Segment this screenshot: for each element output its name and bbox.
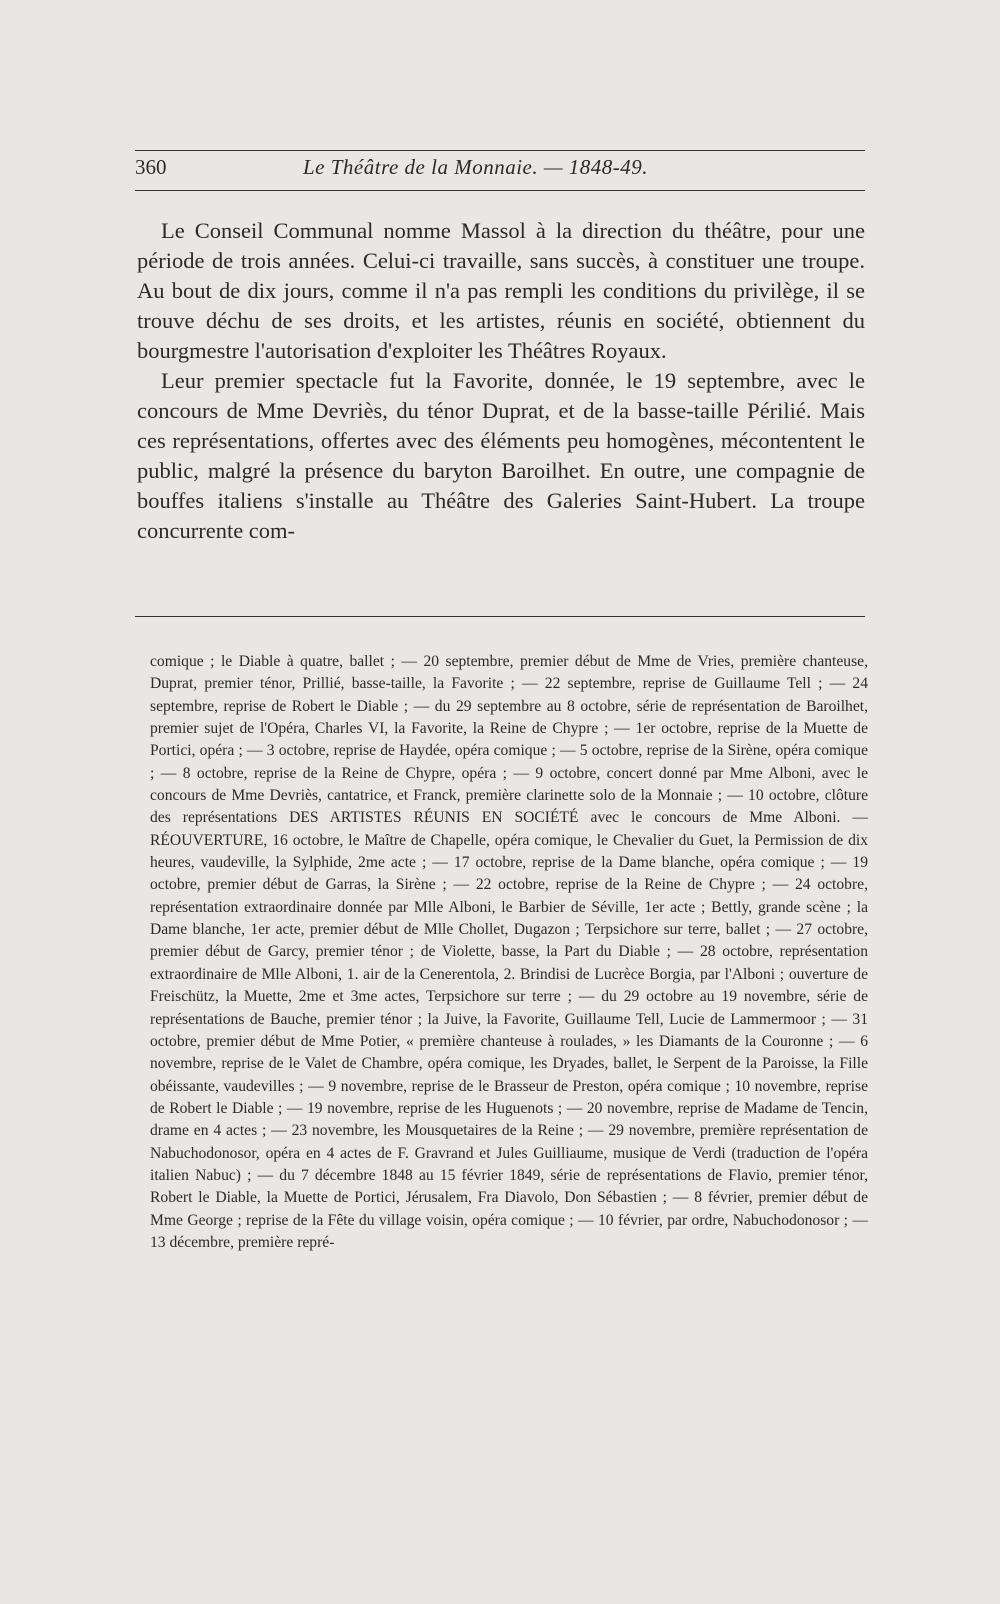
running-title: Le Théâtre de la Monnaie. — 1848-49. [303,155,649,179]
paragraph: Le Conseil Communal nomme Massol à la direction du théâtre, pour une période de trois années. Celui-ci travaille, sans succès, à constituer une troupe. Au bout de dix jours, comme il n'a pas rempli les conditions du privilège, il se trouve déchu de ses droits, et les artistes, réunis en société, obtiennent du bourgmestre l'autorisation d'exploiter les Théâtres Royaux. [137,218,865,363]
header-rule [135,190,865,191]
page-number: 360 [135,155,167,179]
footnote-rule [135,616,865,617]
footnote-paragraph: comique ; le Diable à quatre, ballet ; — 20 septembre, premier début de Mme de Vries, première chanteuse, Duprat, premier ténor, Prillié, basse-taille, la Favorite ; — 22 septembre, reprise de Guillaume Tell ; — 24 septembre, reprise de Robert le Diable ; — du 29 septembre au 8 octobre, série de représentation de Baroilhet, premier sujet de l'Opéra, Charles VI, la Favorite, la Reine de Chypre ; — 1er octobre, reprise de la Muette de Portici, opéra ; — 3 octobre, reprise de Haydée, opéra comique ; — 5 octobre, reprise de la Sirène, opéra comique ; — 8 octobre, reprise de la Reine de Chypre, opéra ; — 9 octobre, concert donné par Mme Alboni, avec le concours de Mme Devriès, cantatrice, et Franck, première clarinette solo de la Monnaie ; — 10 octobre, clôture des représentations DES ARTISTES RÉUNIS EN SOCIÉTÉ avec le concours de Mme Alboni. — RÉOUVERTURE, 16 octobre, le Maître de Chapelle, opéra comique, le Chevalier du Guet, la Permission de dix heures, vaudeville, la Sylphide, 2me acte ; — 17 octobre, reprise de la Dame blanche, opéra comique ; — 19 octobre, premier début de Garras, la Sirène ; — 22 octobre, reprise de la Reine de Chypre ; — 24 octobre, représentation extraordinaire donnée par Mlle Alboni, le Barbier de Séville, 1er acte ; Bettly, grande scène ; la Dame blanche, 1er acte, premier début de Mlle Chollet, Dugazon ; Terpsichore sur terre, ballet ; — 27 octobre, premier début de Garcy, premier ténor ; de Violette, basse, la Part du Diable ; — 28 octobre, représentation extraordinaire de Mlle Alboni, 1. air de la Cenerentola, 2. Brindisi de Lucrèce Borgia, par l'Alboni ; ouverture de Freischütz, la Muette, 2me et 3me actes, Terpsichore sur terre ; — du 29 octobre au 19 novembre, série de représentations de Bauche, premier ténor ; la Juive, la Favorite, Guillaume Tell, Lucie de Lammermoor ; — 31 octobre, premier début de Mme Potier, « première chanteuse à roulades, » les Diamants de la Couronne ; — 6 novembre, reprise de le Valet de Chambre, opéra comique, les Dryades, ballet, le Serpent de la Paroisse, la Fille obéissante, vaudevilles ; — 9 novembre, reprise de le Brasseur de Preston, opéra comique ; 10 novembre, reprise de Robert le Diable ; — 19 novembre, reprise de les Huguenots ; — 20 novembre, reprise de Madame de Tencin, drame en 4 actes ; — 23 novembre, les Mousquetaires de la Reine ; — 29 novembre, première représentation de Nabuchodonosor, opéra en 4 actes de F. Gravrand et Jules Guilliaume, musique de Verdi (traduction de l'opéra italien Nabuc) ; — du 7 décembre 1848 au 15 février 1849, série de représentations de Flavio, premier ténor, Robert le Diable, la Muette de Portici, Jérusalem, Fra Diavolo, Don Sébastien ; — 8 février, premier début de Mme George ; reprise de la Fête du village voisin, opéra comique ; — 10 février, par ordre, Nabuchodonosor ; — 13 décembre, première repré- [150,653,868,1251]
footnote-text [150,651,868,1254]
paragraph: Leur premier spectacle fut la Favorite, donnée, le 19 septembre, avec le concours de Mme Devriès, du ténor Duprat, et de la basse-taille Périlié. Mais ces représentations, offertes avec des éléments peu homogènes, mécontentent le public, malgré la présence du baryton Baroilhet. En outre, une compagnie de bouffes italiens s'installe au Théâtre des Galeries Saint-Hubert. La troupe concurrente com- [137,368,865,543]
top-rule [135,150,865,151]
main-text [137,216,865,546]
